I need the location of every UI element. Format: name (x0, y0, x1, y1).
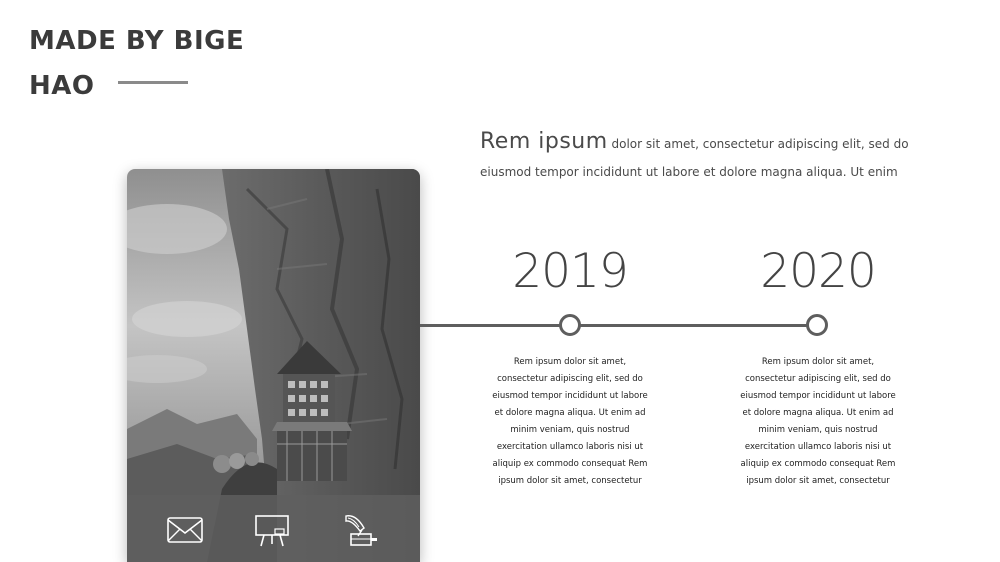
card-icon-bar (127, 495, 420, 562)
page-title-line-2: HAO (29, 71, 95, 101)
page-title-line-1: MADE BY BIGE (29, 26, 245, 56)
intro-lead: Rem ipsum (480, 129, 608, 154)
timeline-description-2019: Rem ipsum dolor sit amet, consectetur adipiscing elit, sed do eiusmod tempor incididunt ut labore et dolore magna aliqua. Ut enim ad minim veniam, quis nostrud exercitation ullamco laboris nisi ut aliquip ex commodo consequat Rem ipsum dolor sit amet, consectetur (492, 357, 648, 486)
presentation-board-icon[interactable] (252, 512, 292, 548)
year-label-2020: 2020 (760, 244, 876, 299)
photo-card (127, 169, 420, 562)
timeline-node-2019 (559, 314, 581, 336)
timeline-node-2020 (806, 314, 828, 336)
intro-paragraph (480, 128, 920, 186)
year-label-2019: 2019 (512, 244, 628, 299)
gramophone-icon[interactable] (342, 512, 382, 548)
title-underline-dash (118, 81, 188, 84)
timeline-description-2020: Rem ipsum dolor sit amet, consectetur adipiscing elit, sed do eiusmod tempor incididunt ut labore et dolore magna aliqua. Ut enim ad minim veniam, quis nostrud exercitation ullamco laboris nisi ut aliquip ex commodo consequat Rem ipsum dolor sit amet, consectetur (740, 357, 896, 486)
timeline-line (420, 324, 818, 327)
intro-text: dolor sit amet, consectetur adipiscing elit, sed do eiusmod tempor incididunt ut labore et dolore magna aliqua. Ut enim (480, 137, 909, 179)
envelope-icon[interactable] (165, 512, 205, 548)
